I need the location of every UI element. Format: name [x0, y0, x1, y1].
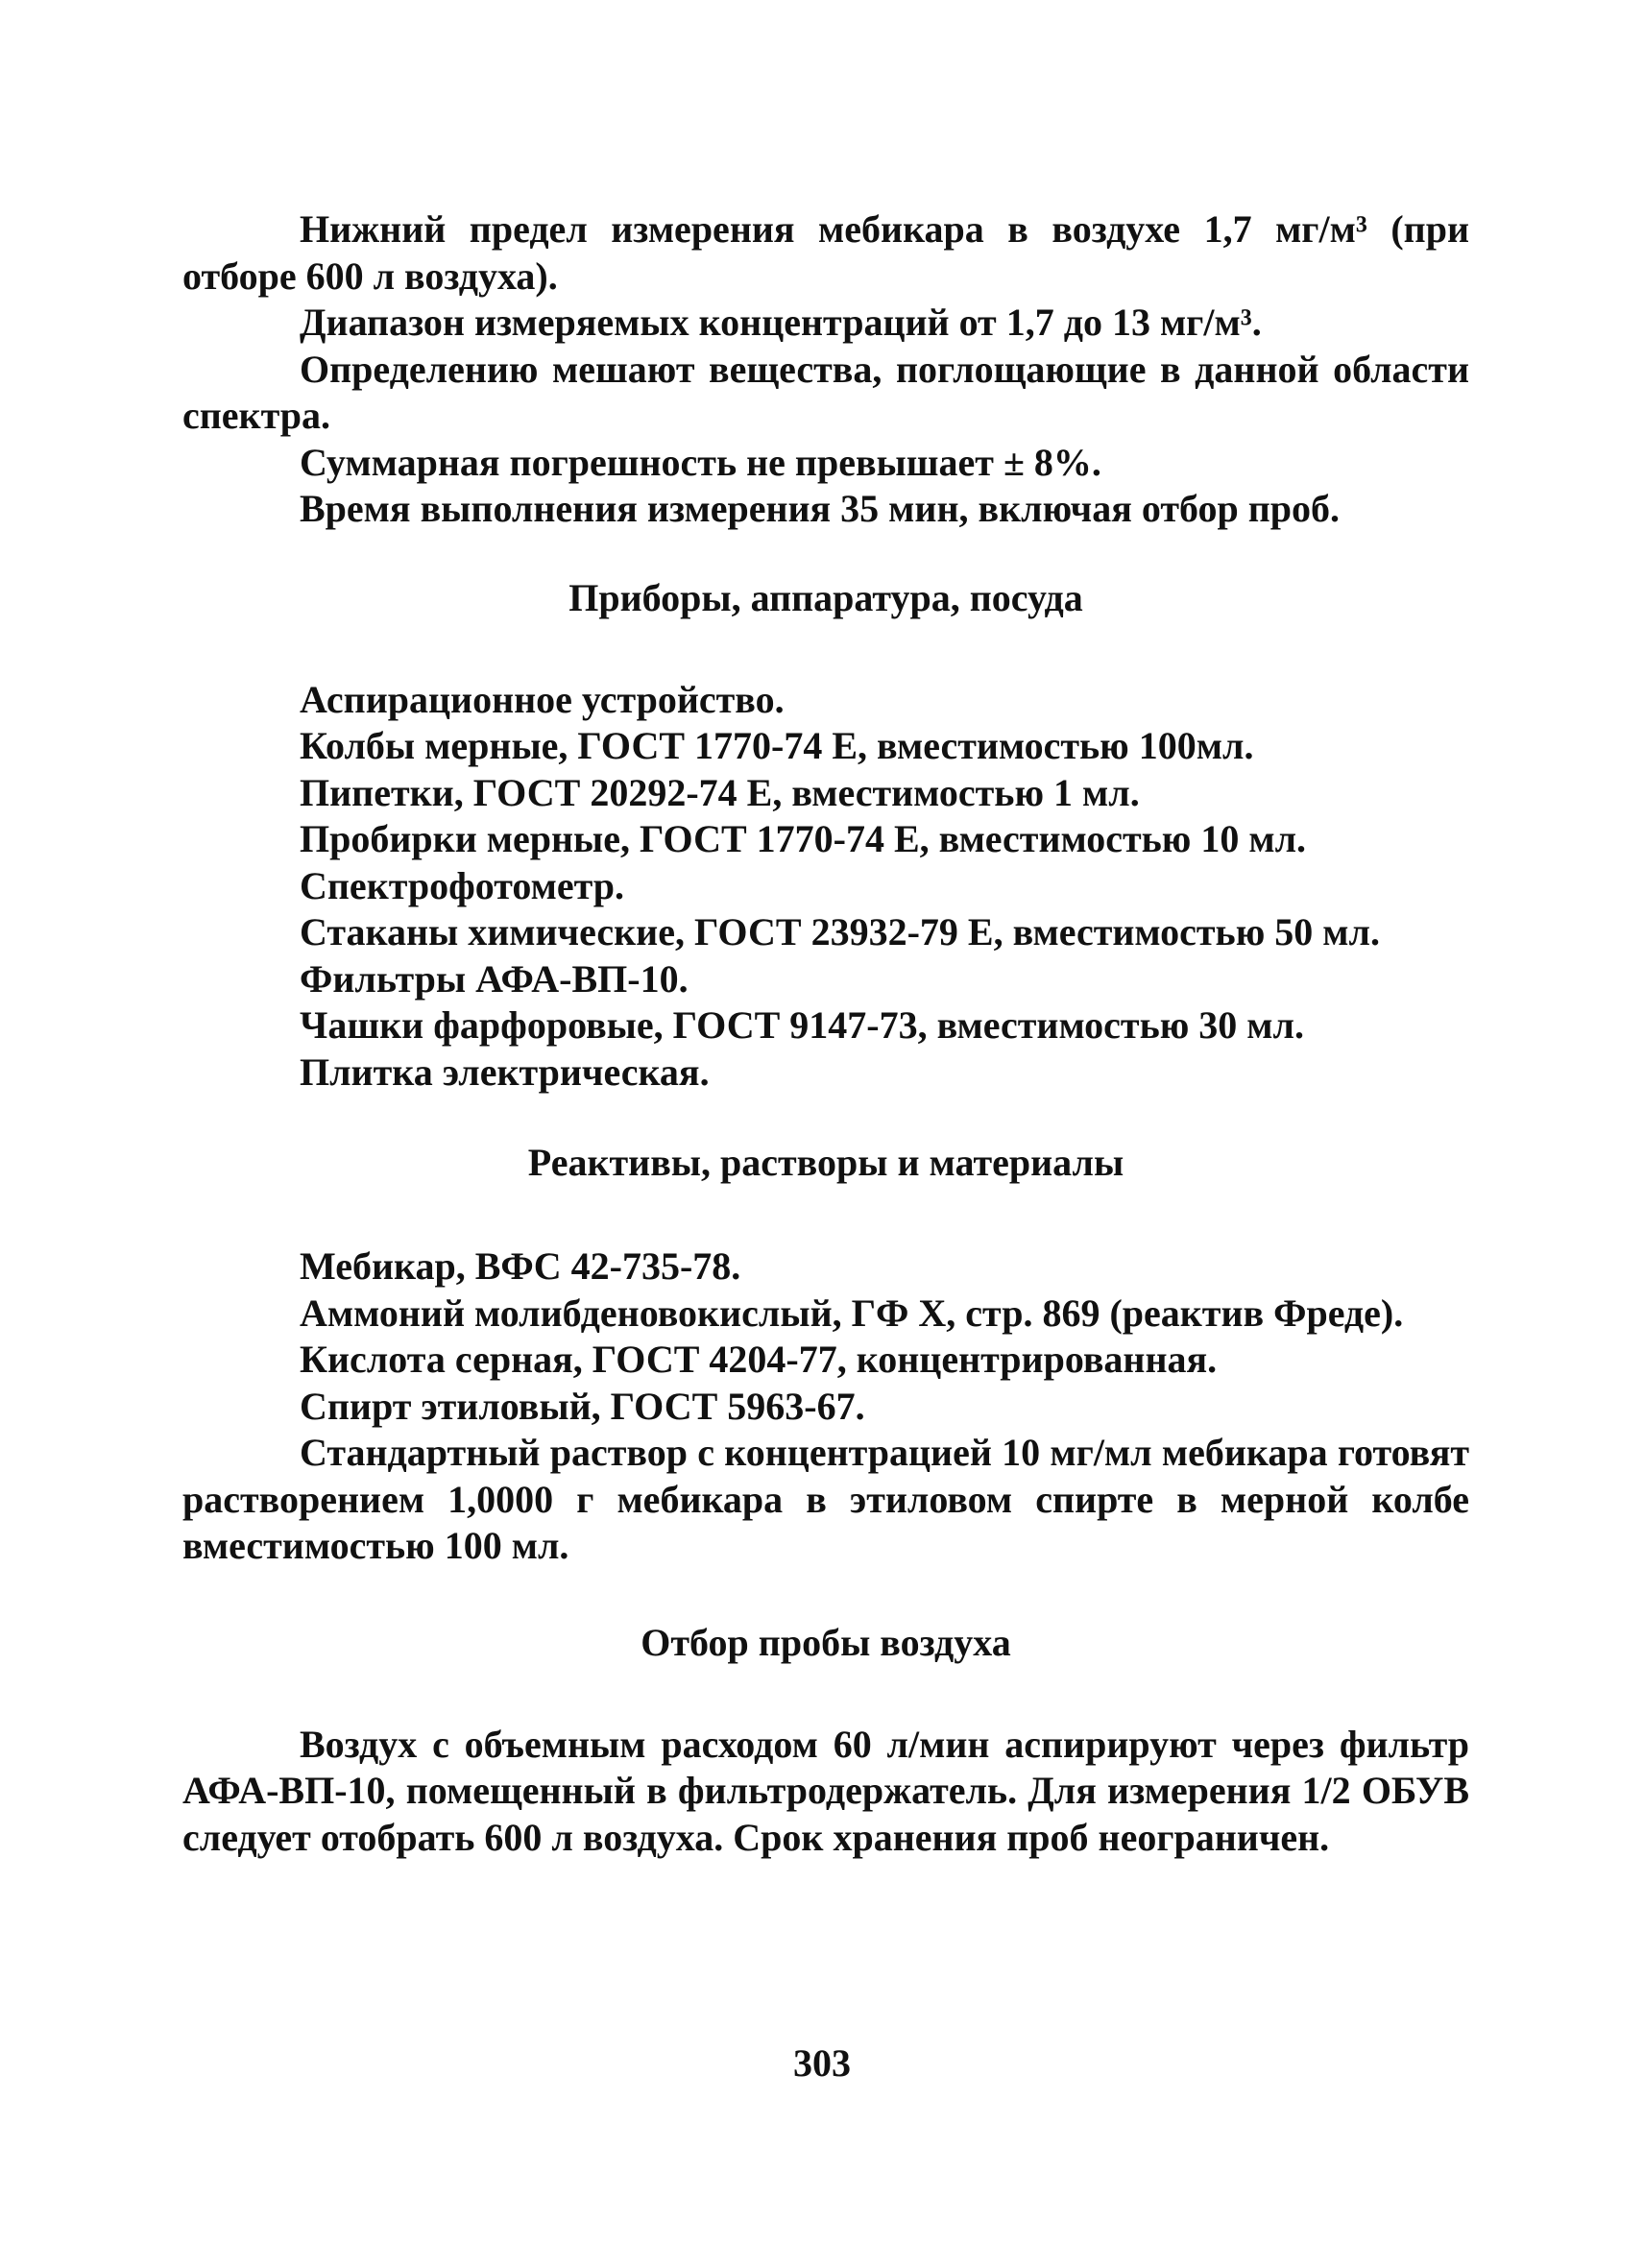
list-item: Плитка электрическая.: [300, 1050, 710, 1094]
intro-paragraph: Время выполнения измерения 35 мин, включая отбор проб.: [300, 487, 1340, 530]
intro-paragraph: Диапазон измеряемых концентраций от 1,7 до 13 мг/м³.: [300, 301, 1262, 344]
list-item: Фильтры АФА-ВП-10.: [300, 956, 689, 1001]
intro-paragraph: Определению мешают вещества, поглощающие в данной области спектра.: [182, 347, 1469, 437]
list-item: Аммоний молибденовокислый, ГФ X, стр. 869 (реактив Фреде).: [300, 1291, 1404, 1335]
list-item: Пипетки, ГОСТ 20292-74 Е, вместимостью 1 мл.: [300, 770, 1140, 814]
intro-paragraph: Нижний предел измерения мебикара в воздухе 1,7 мг/м³ (при отборе 600 л воздуха).: [182, 207, 1469, 298]
page-number: 303: [793, 2041, 851, 2085]
list-item: Стаканы химические, ГОСТ 23932-79 Е, вместимостью 50 мл.: [300, 910, 1380, 953]
section-heading-sampling: Отбор пробы воздуха: [641, 1620, 1011, 1664]
list-item: Мебикар, ВФС 42-735-78.: [300, 1244, 741, 1288]
list-item: Спирт этиловый, ГОСТ 5963-67.: [300, 1384, 865, 1428]
list-item: Спектрофотометр.: [300, 863, 625, 907]
list-item: Стандартный раствор с концентрацией 10 мг/мл мебикара готовят растворением 1,0000 г мебикара в этиловом спирте в мерной колбе вместимостью 100 мл.: [182, 1431, 1469, 1567]
list-item: Пробирки мерные, ГОСТ 1770-74 Е, вместимостью 10 мл.: [300, 817, 1307, 860]
section-heading-reagents: Реактивы, растворы и материалы: [527, 1141, 1124, 1184]
list-item: Колбы мерные, ГОСТ 1770-74 Е, вместимостью 100мл.: [300, 724, 1254, 767]
page-body: [182, 206, 1469, 1861]
intro-paragraph: Суммарная погрешность не превышает ± 8%.: [300, 440, 1101, 484]
list-item: Аспирационное устройство.: [300, 677, 785, 721]
section-heading-instruments: Приборы, аппаратура, посуда: [568, 575, 1083, 619]
sampling-paragraph: Воздух с объемным расходом 60 л/мин аспирируют через фильтр АФА-ВП-10, помещенный в фильтродержатель. Для измерения 1/2 ОБУВ следует отобрать 600 л воздуха. Срок хранения проб неограничен.: [182, 1722, 1469, 1859]
list-item: Кислота серная, ГОСТ 4204-77, концентрированная.: [300, 1338, 1218, 1381]
list-item: Чашки фарфоровые, ГОСТ 9147-73, вместимостью 30 мл.: [300, 1003, 1304, 1047]
